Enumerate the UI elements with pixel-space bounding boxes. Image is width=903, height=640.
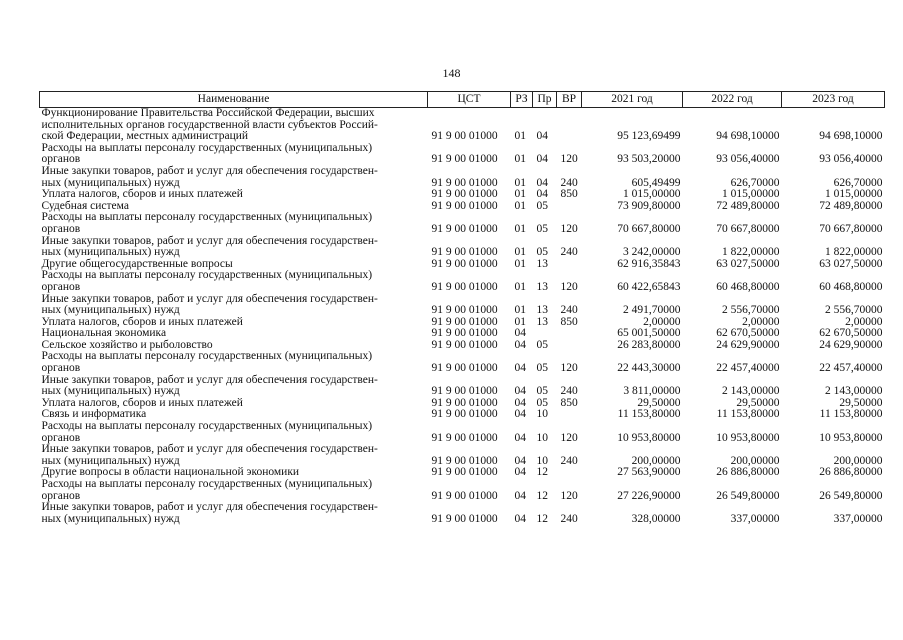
table-row — [40, 236, 885, 259]
cell-vr: 120 — [560, 153, 578, 166]
cell-vr: 240 — [560, 304, 578, 317]
cell-2022: 62 670,50000 — [716, 327, 780, 340]
cell-pr: 05 — [536, 338, 548, 351]
cell-name — [40, 375, 428, 398]
cell-pr: 10 — [536, 408, 548, 421]
cell-2021: 3 242,00000 — [623, 246, 681, 259]
cell-name-line: ных (муниципальных) нужд — [41, 304, 180, 317]
cell-name — [40, 421, 428, 444]
cell-cst: 91 9 00 01000 — [431, 408, 498, 421]
cell-rz: 01 — [514, 176, 526, 189]
cell-2022: 2 556,70000 — [722, 304, 780, 317]
cell-2023: 200,00000 — [833, 454, 883, 467]
cell-rz: 04 — [514, 338, 526, 351]
cell-vr: 240 — [560, 454, 578, 467]
cell-name-line: Другие общегосударственные вопросы — [41, 257, 233, 270]
cell-vr — [557, 201, 582, 213]
cell-2023: 70 667,80000 — [819, 222, 883, 235]
table-body — [40, 108, 885, 526]
cell-cst: 91 9 00 01000 — [431, 280, 498, 293]
cell-name-line: ных (муниципальных) нужд — [41, 246, 180, 259]
cell-2023: 26 549,80000 — [819, 489, 883, 502]
cell-rz: 01 — [514, 257, 526, 270]
cell-cst: 91 9 00 01000 — [431, 130, 498, 143]
cell-vr: 240 — [560, 176, 578, 189]
cell-name — [40, 502, 428, 525]
cell-2021: 27 226,90000 — [617, 489, 681, 502]
budget-table — [39, 91, 885, 525]
cell-cst: 91 9 00 01000 — [431, 176, 498, 189]
table-row — [40, 166, 885, 189]
table-row — [40, 502, 885, 525]
cell-2022: 26 549,80000 — [716, 489, 780, 502]
cell-pr: 13 — [536, 304, 548, 317]
cell-rz: 04 — [514, 489, 526, 502]
cell-name — [40, 143, 428, 166]
cell-name — [40, 479, 428, 502]
cell-vr: 850 — [560, 315, 578, 328]
cell-2021: 93 503,20000 — [617, 153, 681, 166]
cell-cst: 91 9 00 01000 — [431, 362, 498, 375]
cell-vr: 120 — [560, 362, 578, 375]
cell-cst: 91 9 00 01000 — [431, 153, 498, 166]
cell-2022: 29,50000 — [736, 396, 780, 409]
table-row — [40, 108, 885, 143]
cell-rz: 01 — [514, 304, 526, 317]
cell-rz: 01 — [514, 280, 526, 293]
cell-2022: 72 489,80000 — [716, 199, 780, 212]
cell-name-line: Иные закупки товаров, работ и услуг для обеспечения государствен- — [41, 373, 378, 386]
cell-2023: 62 670,50000 — [819, 327, 883, 340]
table-row — [40, 444, 885, 467]
column-header-2021: 2021 год — [582, 92, 683, 108]
cell-cst: 91 9 00 01000 — [431, 466, 498, 479]
cell-rz: 01 — [514, 130, 526, 143]
cell-2021: 11 153,80000 — [617, 408, 681, 421]
cell-2022: 11 153,80000 — [716, 408, 780, 421]
cell-cst: 91 9 00 01000 — [431, 188, 498, 201]
cell-pr: 12 — [536, 512, 548, 525]
cell-name-line: Национальная экономика — [41, 327, 167, 340]
cell-vr — [557, 108, 582, 143]
cell-2023: 2,00000 — [845, 315, 883, 328]
cell-pr: 05 — [536, 396, 548, 409]
cell-cst: 91 9 00 01000 — [431, 396, 498, 409]
cell-rz: 04 — [514, 512, 526, 525]
cell-2023: 1 822,00000 — [825, 246, 883, 259]
cell-2021: 29,50000 — [637, 396, 681, 409]
cell-vr — [557, 259, 582, 271]
cell-2021: 70 667,80000 — [617, 222, 681, 235]
cell-name — [40, 166, 428, 189]
cell-name-line: Уплата налогов, сборов и иных платежей — [41, 188, 243, 201]
cell-pr: 04 — [536, 130, 548, 143]
column-header-name: Наименование — [40, 92, 428, 108]
cell-name-line: органов — [41, 431, 81, 444]
cell-2022: 337,00000 — [730, 512, 780, 525]
cell-2023: 2 143,00000 — [825, 385, 883, 398]
cell-rz: 04 — [514, 408, 526, 421]
cell-cst: 91 9 00 01000 — [431, 454, 498, 467]
cell-2023: 72 489,80000 — [819, 199, 883, 212]
cell-2021: 3 811,00000 — [623, 385, 681, 398]
cell-name-line: Другие вопросы в области национальной экономики — [41, 466, 300, 479]
cell-2022: 93 056,40000 — [716, 153, 780, 166]
cell-pr: 05 — [536, 362, 548, 375]
cell-name-line: органов — [41, 489, 81, 502]
cell-name-line: Связь и информатика — [41, 408, 147, 421]
cell-2023: 22 457,40000 — [819, 362, 883, 375]
cell-vr: 120 — [560, 280, 578, 293]
cell-name-line: ской Федерации, местных администраций — [41, 130, 249, 143]
cell-2021: 22 443,30000 — [617, 362, 681, 375]
column-header-vr: ВР — [557, 92, 582, 108]
cell-pr: 05 — [536, 199, 548, 212]
table-header-row — [40, 92, 885, 108]
cell-cst: 91 9 00 01000 — [431, 338, 498, 351]
table-row — [40, 351, 885, 374]
cell-2022: 2 143,00000 — [722, 385, 780, 398]
cell-name-line: органов — [41, 222, 81, 235]
cell-name — [40, 294, 428, 317]
cell-name-line: Расходы на выплаты персоналу государственных (муниципальных) — [41, 350, 373, 363]
cell-rz: 04 — [514, 454, 526, 467]
cell-name-line: ных (муниципальных) нужд — [41, 512, 180, 525]
cell-name-line: Иные закупки товаров, работ и услуг для обеспечения государствен- — [41, 234, 378, 247]
cell-2022: 24 629,90000 — [716, 338, 780, 351]
cell-rz: 04 — [514, 466, 526, 479]
column-header-cst: ЦСТ — [428, 92, 511, 108]
cell-vr: 120 — [560, 222, 578, 235]
cell-name-line: Иные закупки товаров, работ и услуг для обеспечения государствен- — [41, 164, 378, 177]
cell-pr: 10 — [536, 431, 548, 444]
table-row — [40, 143, 885, 166]
cell-2023: 29,50000 — [839, 396, 883, 409]
cell-name-line: органов — [41, 153, 81, 166]
cell-2021: 65 001,50000 — [617, 327, 681, 340]
cell-2023: 93 056,40000 — [819, 153, 883, 166]
cell-cst: 91 9 00 01000 — [431, 315, 498, 328]
cell-name — [40, 236, 428, 259]
cell-vr: 120 — [560, 489, 578, 502]
cell-2022: 63 027,50000 — [716, 257, 780, 270]
cell-name-line: органов — [41, 280, 81, 293]
cell-name-line: Расходы на выплаты персоналу государственных (муниципальных) — [41, 478, 373, 490]
cell-2023: 60 468,80000 — [819, 280, 883, 293]
cell-vr: 240 — [560, 512, 578, 525]
cell-2021: 10 953,80000 — [617, 431, 681, 444]
cell-rz: 01 — [514, 246, 526, 259]
cell-name-line: ных (муниципальных) нужд — [41, 176, 180, 189]
cell-pr: 13 — [536, 315, 548, 328]
cell-2022: 22 457,40000 — [716, 362, 780, 375]
cell-name — [40, 189, 428, 201]
cell-2022: 26 886,80000 — [716, 466, 780, 479]
cell-cst: 91 9 00 01000 — [431, 431, 498, 444]
cell-cst: 91 9 00 01000 — [431, 489, 498, 502]
cell-2023: 63 027,50000 — [819, 257, 883, 270]
cell-rz: 04 — [514, 396, 526, 409]
cell-2023: 94 698,10000 — [819, 130, 883, 143]
cell-2021: 95 123,69499 — [617, 130, 681, 143]
cell-name-line: органов — [41, 362, 81, 375]
table-row — [40, 189, 885, 201]
cell-name-line: ных (муниципальных) нужд — [41, 385, 180, 398]
cell-pr: 05 — [536, 246, 548, 259]
cell-2021: 328,00000 — [631, 512, 681, 525]
cell-rz: 01 — [514, 199, 526, 212]
cell-rz: 04 — [514, 362, 526, 375]
cell-cst: 91 9 00 01000 — [431, 304, 498, 317]
cell-cst: 91 9 00 01000 — [431, 385, 498, 398]
column-header-2023: 2023 год — [782, 92, 885, 108]
cell-name — [40, 444, 428, 467]
cell-pr: 04 — [536, 188, 548, 201]
cell-2023: 26 886,80000 — [819, 466, 883, 479]
cell-pr: 04 — [536, 176, 548, 189]
cell-cst: 91 9 00 01000 — [431, 199, 498, 212]
cell-2023: 2 556,70000 — [825, 304, 883, 317]
cell-rz: 01 — [514, 188, 526, 201]
cell-name-line: Иные закупки товаров, работ и услуг для обеспечения государствен- — [41, 501, 378, 514]
cell-2021: 27 563,90000 — [617, 466, 681, 479]
cell-2021: 73 909,80000 — [617, 199, 681, 212]
cell-2021: 1 015,00000 — [623, 188, 681, 201]
cell-cst: 91 9 00 01000 — [431, 327, 498, 340]
cell-name-line: Уплата налогов, сборов и иных платежей — [41, 315, 243, 328]
page-number: 148 — [442, 66, 461, 80]
cell-vr: 850 — [560, 188, 578, 201]
cell-vr — [557, 340, 582, 352]
cell-2023: 1 015,00000 — [825, 188, 883, 201]
table-row — [40, 270, 885, 293]
cell-2022: 70 667,80000 — [716, 222, 780, 235]
cell-cst: 91 9 00 01000 — [431, 512, 498, 525]
cell-pr: 13 — [536, 280, 548, 293]
cell-rz: 04 — [514, 385, 526, 398]
cell-2021: 62 916,35843 — [617, 257, 681, 270]
cell-2021: 60 422,65843 — [617, 280, 681, 293]
table-row — [40, 375, 885, 398]
cell-2022: 10 953,80000 — [716, 431, 780, 444]
cell-2023: 24 629,90000 — [819, 338, 883, 351]
table-row — [40, 421, 885, 444]
cell-2022: 1 015,00000 — [722, 188, 780, 201]
cell-2022: 2,00000 — [742, 315, 780, 328]
cell-name — [40, 351, 428, 374]
cell-vr — [557, 467, 582, 479]
cell-name-line: Расходы на выплаты персоналу государственных (муниципальных) — [41, 420, 373, 433]
cell-pr: 05 — [536, 222, 548, 235]
cell-2023: 337,00000 — [833, 512, 883, 525]
cell-2021: 605,49499 — [631, 176, 681, 189]
cell-name-line: ных (муниципальных) нужд — [41, 454, 180, 467]
cell-name-line: Расходы на выплаты персоналу государственных (муниципальных) — [41, 211, 373, 224]
cell-name — [40, 270, 428, 293]
column-header-rz: РЗ — [511, 92, 533, 108]
cell-vr: 120 — [560, 431, 578, 444]
cell-name-line: Иные закупки товаров, работ и услуг для обеспечения государствен- — [41, 443, 378, 456]
table-row — [40, 212, 885, 235]
cell-2022: 200,00000 — [730, 454, 780, 467]
cell-pr: 13 — [536, 257, 548, 270]
cell-name-line: Иные закупки товаров, работ и услуг для обеспечения государствен- — [41, 292, 378, 305]
cell-rz: 01 — [514, 315, 526, 328]
cell-rz: 01 — [514, 153, 526, 166]
cell-rz: 04 — [514, 431, 526, 444]
cell-2021: 200,00000 — [631, 454, 681, 467]
cell-2023: 626,70000 — [833, 176, 883, 189]
cell-rz: 04 — [514, 327, 526, 340]
cell-pr: 12 — [536, 466, 548, 479]
cell-vr: 240 — [560, 385, 578, 398]
cell-2022: 1 822,00000 — [722, 246, 780, 259]
cell-vr — [557, 328, 582, 340]
cell-2023: 11 153,80000 — [819, 408, 883, 421]
cell-name-line: Расходы на выплаты персоналу государственных (муниципальных) — [41, 269, 373, 282]
cell-name-line: Расходы на выплаты персоналу государственных (муниципальных) — [41, 141, 373, 154]
cell-2022: 60 468,80000 — [716, 280, 780, 293]
cell-name-line: Судебная система — [41, 199, 129, 212]
cell-cst: 91 9 00 01000 — [431, 246, 498, 259]
cell-2023: 10 953,80000 — [819, 431, 883, 444]
cell-vr — [557, 409, 582, 421]
cell-vr: 850 — [560, 396, 578, 409]
cell-cst: 91 9 00 01000 — [431, 222, 498, 235]
table-row — [40, 294, 885, 317]
cell-name-line: исполнительных органов государственной власти субъектов Россий- — [41, 118, 378, 131]
cell-cst: 91 9 00 01000 — [431, 257, 498, 270]
column-header-pr: Пр — [533, 92, 557, 108]
cell-vr: 240 — [560, 246, 578, 259]
cell-pr: 04 — [536, 153, 548, 166]
cell-name-line: Уплата налогов, сборов и иных платежей — [41, 396, 243, 409]
cell-2022: 626,70000 — [730, 176, 780, 189]
cell-rz: 01 — [514, 222, 526, 235]
cell-2021: 26 283,80000 — [617, 338, 681, 351]
cell-pr: 10 — [536, 454, 548, 467]
table-row — [40, 479, 885, 502]
cell-name — [40, 108, 428, 143]
cell-name — [40, 212, 428, 235]
cell-2022: 94 698,10000 — [716, 130, 780, 143]
cell-2021: 2 491,70000 — [623, 304, 681, 317]
cell-pr: 05 — [536, 385, 548, 398]
cell-name-line: Сельское хозяйство и рыболовство — [41, 338, 213, 351]
cell-pr: 12 — [536, 489, 548, 502]
column-header-2022: 2022 год — [683, 92, 782, 108]
cell-name-line: Функционирование Правительства Российской Федерации, высших — [41, 107, 375, 119]
cell-2021: 2,00000 — [643, 315, 681, 328]
